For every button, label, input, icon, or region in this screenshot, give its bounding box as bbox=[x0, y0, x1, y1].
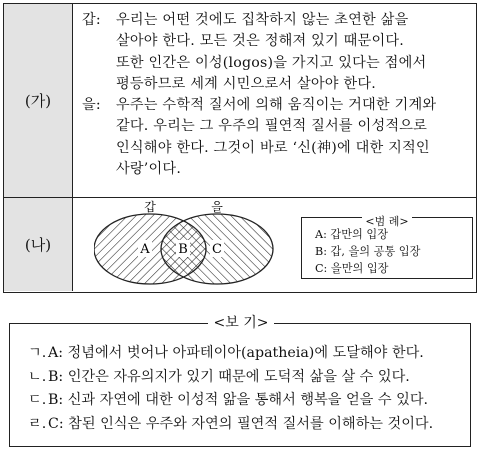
speaker-eul bbox=[82, 95, 472, 180]
text-line: 우리는 어떤 것에도 집착하지 않는 초연한 삶을 bbox=[116, 12, 409, 28]
legend-item: B: 갑, 을의 공통 입장 bbox=[315, 245, 421, 258]
bogi-item bbox=[28, 413, 433, 437]
venn-region-b: B bbox=[178, 242, 188, 257]
passage-ga bbox=[82, 10, 472, 180]
text-line: 같다. 우리는 그 우주의 필연적 질서를 이성적으로 bbox=[116, 118, 428, 135]
passage-table bbox=[3, 3, 477, 293]
speaker-label-eul: 을: bbox=[82, 97, 101, 114]
bogi-text: B: 인간은 자유의지가 있기 때문에 도덕적 삶을 살 수 있다. bbox=[48, 368, 410, 385]
bogi-item bbox=[28, 389, 433, 413]
venn-region-c: C bbox=[212, 242, 222, 257]
text-line: 인식해야 한다. 그것이 바로 ‘신(神)에 대한 지적인 bbox=[116, 139, 430, 156]
row-ga bbox=[4, 4, 476, 198]
legend-title: <범 례> bbox=[362, 215, 411, 228]
speaker-label-gap: 갑: bbox=[82, 12, 101, 28]
text-line: 사랑’이다. bbox=[116, 161, 182, 178]
venn-region-a: A bbox=[140, 242, 150, 257]
bogi-mark: ㄱ. bbox=[28, 345, 47, 361]
text-line: 살아야 한다. 모든 것은 정해져 있기 때문이다. bbox=[116, 33, 404, 50]
legend-item: C: 을만의 입장 bbox=[315, 262, 389, 275]
speaker-gap bbox=[82, 10, 472, 95]
bogi-item bbox=[28, 342, 433, 366]
venn-label-gap: 갑 bbox=[144, 200, 156, 214]
venn-diagram bbox=[94, 198, 294, 291]
legend-box bbox=[301, 217, 473, 279]
row-label-ga: (가) bbox=[4, 4, 73, 197]
bogi-text: B: 신과 자연에 대한 이성적 앎을 통해서 행복을 얻을 수 있다. bbox=[48, 392, 429, 408]
bogi-mark: ㄷ. bbox=[28, 392, 47, 408]
text-line: 또한 인간은 이성(logos)을 가지고 있다는 점에서 bbox=[116, 54, 427, 71]
bogi-title: <보 기> bbox=[208, 315, 275, 331]
text-line: 평등하므로 세계 시민으로서 살아야 한다. bbox=[116, 75, 376, 92]
venn-label-eul: 을 bbox=[211, 200, 223, 214]
row-label-na: (나) bbox=[4, 198, 73, 291]
bogi-text: A: 정념에서 벗어나 아파테이아(apatheia)에 도달해야 한다. bbox=[48, 345, 424, 361]
legend-item: A: 갑만의 입장 bbox=[315, 228, 388, 241]
bogi-item bbox=[28, 366, 433, 390]
bogi-mark: ㄹ. bbox=[28, 415, 47, 432]
bogi-box bbox=[9, 323, 471, 447]
text-line: 우주는 수학적 질서에 의해 움직이는 거대한 기계와 bbox=[116, 97, 437, 114]
bogi-mark: ㄴ. bbox=[28, 368, 47, 385]
bogi-text: C: 참된 인식은 우주와 자연의 필연적 질서를 이해하는 것이다. bbox=[48, 415, 434, 432]
row-na bbox=[4, 198, 476, 291]
